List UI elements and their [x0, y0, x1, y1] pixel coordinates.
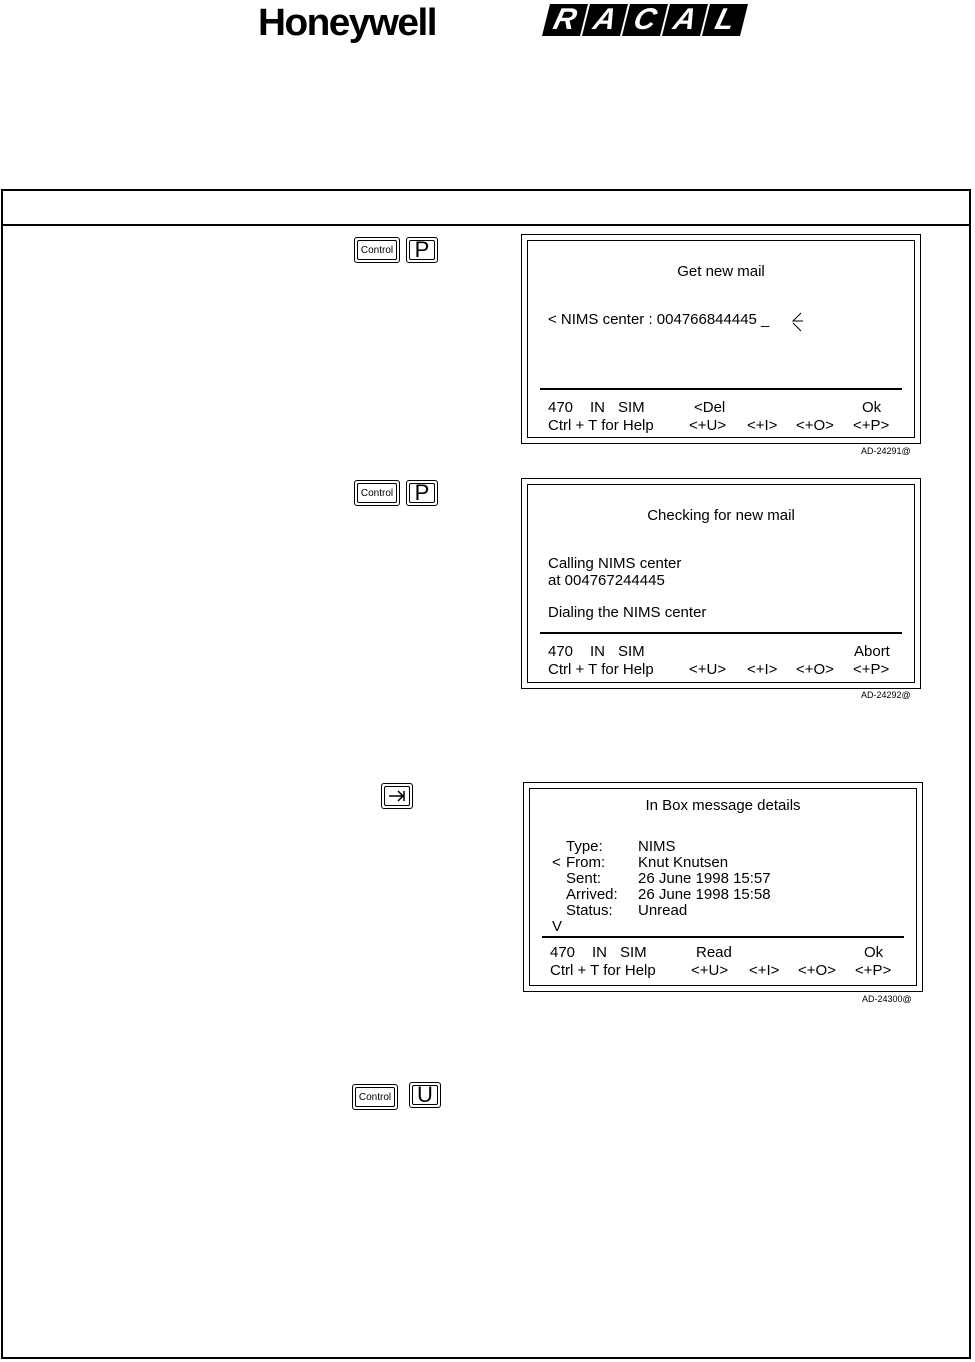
screen-inner-border	[529, 788, 917, 986]
field-label: Status:	[566, 902, 613, 919]
help-hint: Ctrl + T for Help	[548, 417, 654, 434]
u-key-label: U	[412, 1085, 438, 1105]
field-label: Arrived:	[566, 886, 618, 903]
status-sim: SIM	[618, 643, 645, 660]
field-value: Unread	[638, 902, 688, 919]
softkey-p: <+P>	[853, 661, 890, 678]
figure-id: AD-24300@	[862, 994, 912, 1004]
figure-id: AD-24292@	[861, 690, 911, 700]
honeywell-logo: Honeywell	[258, 2, 436, 44]
u-key	[409, 1082, 441, 1108]
screen-title: In Box message details	[645, 797, 801, 814]
cursor-arrow-icon	[791, 311, 805, 333]
softkey-u: <+U>	[691, 962, 729, 979]
status-divider	[540, 388, 902, 390]
control-key	[352, 1084, 398, 1110]
screen-title: Get new mail	[677, 263, 765, 280]
softkey-p: <+P>	[855, 962, 892, 979]
control-key	[354, 480, 400, 506]
softkey-i: <+I>	[749, 962, 780, 979]
header-row-divider	[1, 224, 971, 226]
status-in: IN	[592, 944, 607, 961]
status-number: 470	[550, 944, 576, 961]
control-key-label: Control	[357, 483, 397, 503]
softkey-u: <+U>	[689, 417, 727, 434]
inbox-details-screen	[523, 782, 923, 992]
status-divider	[540, 632, 902, 634]
softkey-abort-label: Abort	[854, 643, 890, 660]
right-arrow-icon	[388, 789, 406, 803]
calling-number-line: at 004767244445	[548, 572, 665, 589]
field-label: Type:	[566, 838, 603, 855]
checking-mail-screen	[521, 478, 921, 689]
softkey-i: <+I>	[747, 417, 778, 434]
field-value: NIMS	[638, 838, 676, 855]
field-label: From:	[566, 854, 606, 871]
screen-inner-border	[527, 484, 915, 683]
p-key	[406, 480, 438, 506]
p-key-label: P	[409, 240, 435, 260]
racal-logo-letter: A	[582, 4, 628, 36]
figure-id: AD-24291@	[861, 446, 911, 456]
control-key	[354, 237, 400, 263]
softkey-ok-label: Ok	[864, 944, 884, 961]
p-key-label: P	[409, 483, 435, 503]
screen-inner-border	[527, 240, 915, 438]
control-key-label: Control	[355, 1087, 395, 1107]
status-sim: SIM	[620, 944, 647, 961]
field-value: Knut Knutsen	[638, 854, 729, 871]
field-value: 26 June 1998 15:58	[638, 886, 771, 903]
field-label: Sent:	[566, 870, 602, 887]
softkey-del-label: <Del	[694, 399, 726, 416]
help-hint: Ctrl + T for Help	[550, 962, 656, 979]
softkey-read-label: Read	[696, 944, 732, 961]
control-key-label: Control	[357, 240, 397, 260]
scroll-down-marker: V	[552, 918, 563, 935]
field-value: 26 June 1998 15:57	[638, 870, 771, 887]
status-in: IN	[590, 399, 605, 416]
status-number: 470	[548, 643, 574, 660]
softkey-o: <+O>	[798, 962, 836, 979]
racal-logo-letter: C	[622, 4, 668, 36]
status-sim: SIM	[618, 399, 645, 416]
right-arrow-key	[381, 783, 413, 809]
help-hint: Ctrl + T for Help	[548, 661, 654, 678]
racal-logo	[546, 4, 746, 36]
right-arrow-key-face	[384, 786, 410, 806]
status-divider	[542, 936, 904, 938]
dialing-line: Dialing the NIMS center	[548, 604, 707, 621]
p-key	[406, 237, 438, 263]
softkey-ok-label: Ok	[862, 399, 882, 416]
softkey-o: <+O>	[796, 661, 834, 678]
racal-logo-letter: L	[702, 4, 748, 36]
softkey-o: <+O>	[796, 417, 834, 434]
status-number: 470	[548, 399, 574, 416]
softkey-u: <+U>	[689, 661, 727, 678]
racal-logo-letter: A	[662, 4, 708, 36]
screen-title: Checking for new mail	[647, 507, 795, 524]
racal-logo-letter: R	[542, 4, 588, 36]
nims-center-field: < NIMS center : 004766844445 _	[548, 311, 770, 328]
softkey-p: <+P>	[853, 417, 890, 434]
softkey-i: <+I>	[747, 661, 778, 678]
status-in: IN	[590, 643, 605, 660]
get-new-mail-screen	[521, 234, 921, 444]
calling-line: Calling NIMS center	[548, 555, 682, 572]
field-prefix: <	[552, 854, 561, 871]
